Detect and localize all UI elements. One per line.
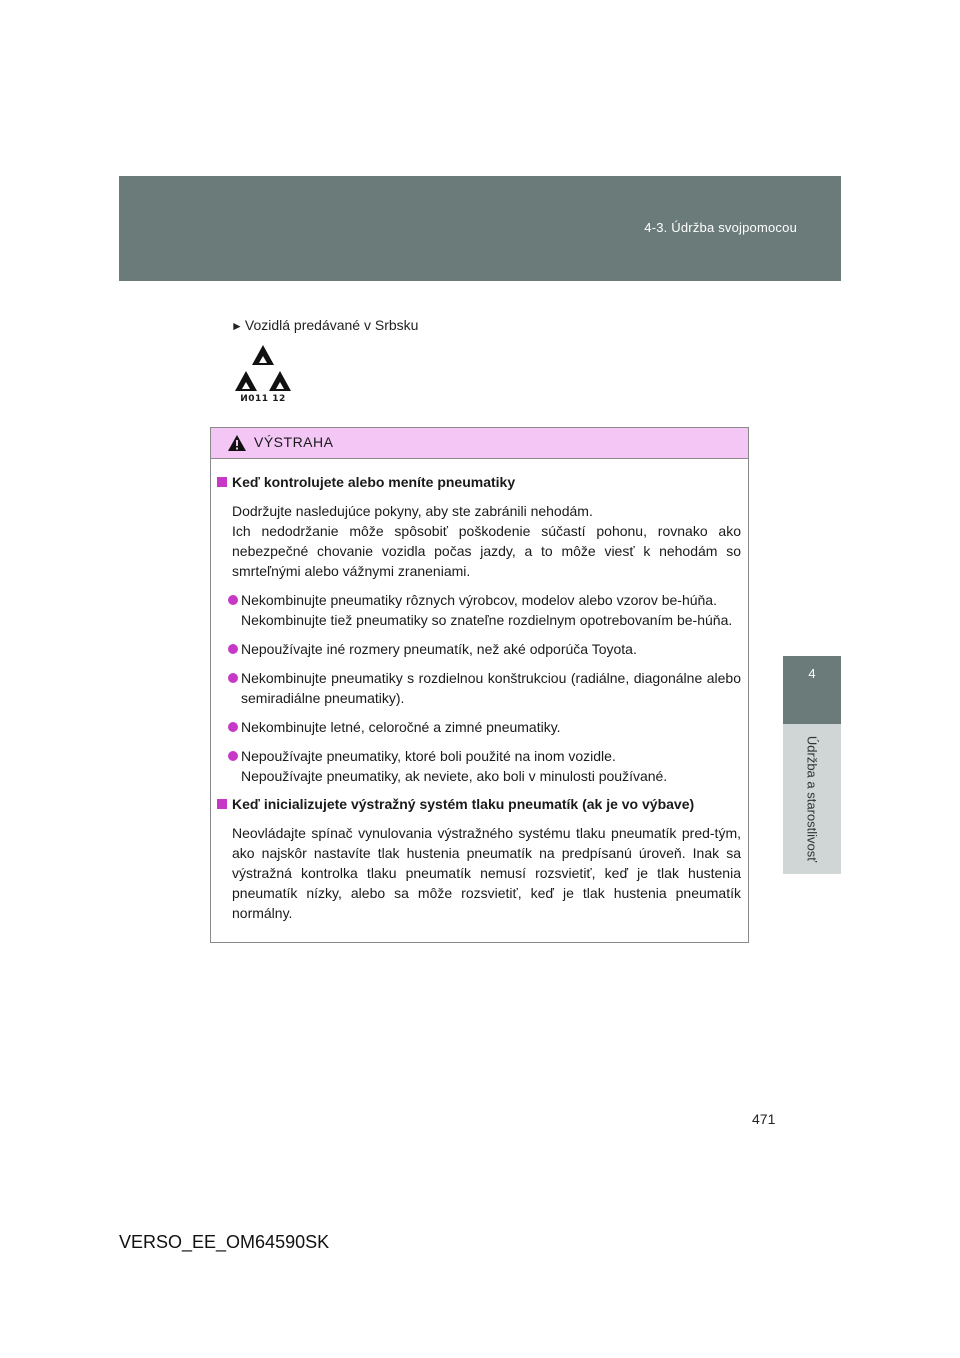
section-heading: Keď inicializujete výstražný systém tlaku pneumatík (ak je vo výbave) — [217, 794, 741, 814]
bullet-item: Nepoužívajte pneumatiky, ktoré boli použité na inom vozidle. Nepoužívajte pneumatiky, ak neviete, ako boli v minulosti používané. — [217, 746, 741, 786]
section-heading: Keď kontrolujete alebo meníte pneumatiky — [217, 472, 741, 492]
section-paragraph: Dodržujte nasledujúce pokyny, aby ste zabránili nehodám. Ich nedodržanie môže spôsobiť poškodenie súčastí pohonu, rovnako ako nebezpečné chovanie vozidla počas jazdy, a to môže viesť k nehodám so smrteľnými alebo vážnymi zraneniami. — [232, 503, 741, 579]
warning-body — [211, 459, 748, 923]
round-bullet-icon — [228, 644, 238, 654]
bullet-item: Nekombinujte letné, celoročné a zimné pneumatiky. — [217, 717, 741, 737]
document-code: VERSO_EE_OM64590SK — [119, 1232, 330, 1252]
tyre-mark-code: И011 12 — [240, 394, 286, 404]
section-paragraph: Neovládajte spínač vynulovania výstražného systému tlaku pneumatík pred-tým, ako najskôr nastavíte tlak hustenia pneumatík na predpísanú úroveň. Inak sa výstražná kontrolka tlaku pneumatík nemusí rozsvietiť, keď je tlak hustenia pneumatík nízky, alebo sa môže rozsvietiť, keď je tlak hustenia pneumatík normálny. — [232, 825, 741, 921]
subheading-text: Vozidlá predávané v Srbsku — [244, 317, 419, 333]
square-bullet-icon — [217, 477, 227, 487]
triangle-marker-icon: ► — [231, 319, 243, 333]
bullet-item: Nekombinujte pneumatiky rôznych výrobcov, modelov alebo vzorov be-húňa. Nekombinujte tiež pneumatiky so znateľne rozdielnym opotrebovaním be-húňa. — [217, 590, 741, 630]
round-bullet-icon — [228, 751, 238, 761]
round-bullet-icon — [228, 595, 238, 605]
header-band — [119, 176, 841, 281]
warning-label: VÝSTRAHA — [254, 434, 334, 450]
chapter-number: 4 — [808, 666, 816, 681]
subheading — [231, 317, 418, 333]
chapter-tab-label-area — [783, 724, 841, 874]
round-bullet-icon — [228, 673, 238, 683]
warning-box — [210, 427, 749, 943]
warning-triangle-icon — [227, 434, 247, 452]
bullet-item: Nekombinujte pneumatiky s rozdielnou konštrukciou (radiálne, diagonálne alebo semiradiálne pneumatiky). — [217, 668, 741, 708]
chapter-tab — [783, 656, 841, 724]
square-bullet-icon — [217, 799, 227, 809]
page-number: 471 — [752, 1111, 776, 1127]
section-title: 4-3. Údržba svojpomocou — [644, 220, 797, 235]
chapter-label: Údržba a starostlivosť — [804, 735, 820, 863]
bullet-item: Nepoužívajte iné rozmery pneumatík, než aké odporúča Toyota. — [217, 639, 741, 659]
tyre-marking-figure — [232, 343, 294, 409]
round-bullet-icon — [228, 722, 238, 732]
triangle-mark-icon — [232, 343, 294, 395]
warning-header — [211, 428, 748, 459]
